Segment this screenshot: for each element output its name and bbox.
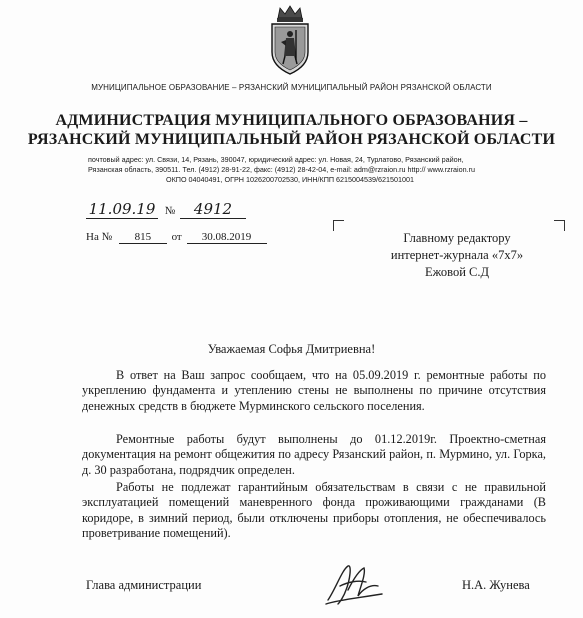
org-title-line1: АДМИНИСТРАЦИЯ МУНИЦИПАЛЬНОГО ОБРАЗОВАНИЯ – [55,112,528,129]
addressee-line1: Главному редактору [403,231,511,245]
addressee-bracket-right [554,220,565,231]
addressee-bracket-left [333,220,344,231]
paragraph-3: Работы не подлежат гарантийным обязательствам в связи с не правильной эксплуатацией помещений маневренного фонда проживающими гражданами (В коридоре, в зимний период, были отключены приборы отопления, не обеспечивалось проветривание помещений). [82,480,546,541]
reference-date: 30.08.2019 [187,231,267,244]
contacts-line2: Рязанская область, 390511. Тел. (4912) 28-91-22, факс: (4912) 28-42-04, e-mail: adm@rzraion.ru http:// www.rzraion.ru [88,165,475,174]
addressee-line2: интернет-журнала «7x7» [390,248,524,262]
reference-label: На № [86,231,113,243]
outgoing-number: 4912 [180,200,246,219]
salutation: Уважаемая Софья Дмитриевна! [207,342,376,356]
coat-of-arms-icon [266,4,314,76]
reference-from-label: от [171,231,182,243]
org-title-line2: РЯЗАНСКИЙ МУНИЦИПАЛЬНЫЙ РАЙОН РЯЗАНСКОЙ ОБЛАСТИ [27,131,556,148]
paragraph-2: Ремонтные работы будут выполнены до 01.12.2019г. Проектно-сметная документация на ремонт общежития по адресу Рязанский район, п. Мурмино, ул. Горка, д. 30 разработана, подрядчик определен. [82,432,546,477]
reference-number: 815 [119,231,167,244]
contacts-line3: ОКПО 04040491, ОГРН 1026200702530, ИНН/КПП 6215004539/621501001 [166,175,414,184]
municipality-line: МУНИЦИПАЛЬНОЕ ОБРАЗОВАНИЕ – РЯЗАНСКИЙ МУНИЦИПАЛЬНЫЙ РАЙОН РЯЗАНСКОЙ ОБЛАСТИ [91,83,492,92]
addressee-block [362,230,552,281]
addressee-line3: Ежовой С.Д [424,265,490,279]
paragraph-1: В ответ на Ваш запрос сообщаем, что на 05.09.2019 г. ремонтные работы по укреплению фундамента и утеплению стены не выполнены по причине отсутствия денежных средств в бюджете Мурминского сельского поселения. [82,368,546,413]
reference-line [86,231,286,244]
registration-line [86,200,256,219]
contacts-line1: почтовый адрес: ул. Связи, 14, Рязань, 390047, юридический адрес: ул. Новая, 24, Турлатово, Рязанский район, [88,155,464,164]
signatory-title: Глава администрации [86,578,202,592]
number-label: № [164,205,176,217]
outgoing-date: 11.09.19 [86,200,158,219]
handwritten-signature [318,560,388,608]
signatory-name: Н.А. Жунева [462,578,530,592]
